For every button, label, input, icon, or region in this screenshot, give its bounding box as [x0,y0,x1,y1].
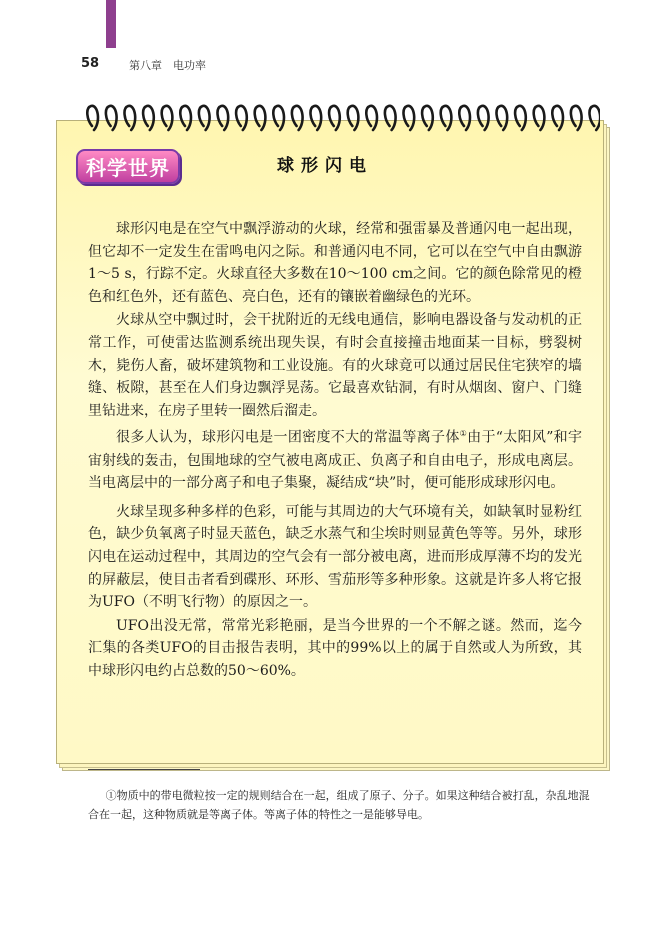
spiral-ring [478,106,489,130]
footnote-divider [88,769,200,770]
spiral-ring [589,106,600,130]
margin-tab [106,0,116,48]
science-world-badge: 科学世界 [76,149,180,184]
spiral-ring [255,106,266,130]
spiral-ring [236,106,247,130]
page-number: 58 [81,56,100,71]
footnote-marker: ① [459,429,468,439]
spiral-ring [199,106,210,130]
spiral-ring [459,106,470,130]
spiral-rings [80,100,600,140]
paragraph-3-lead: 很多人认为，球形闪电是一团密度不大的常温等离子体 [116,430,460,446]
spiral-ring [124,106,135,130]
spiral-ring [292,106,303,130]
spiral-ring [571,106,582,130]
paragraph-5: UFO出没无常，常常光彩艳丽，是当今世界的一个不解之谜。然而，迄今汇集的各类UFO的目击报告表明，其中的99%以上的属于自然或人为所致，其中球形闪电约占总数的50～60%。 [88,617,582,679]
spiral-ring [534,106,545,130]
paragraph-1: 球形闪电是在空气中飘浮游动的火球，经常和强雷暴及普通闪电一起出现，但它却不一定发生在雷鸣电闪之际。和普通闪电不同，它可以在空气中自由飘游1～5 s，行踪不定。火球直径大多数在10～100 cm之间。它的颜色除常见的橙色和红色外，还有蓝色、亮白色，还有的镶嵌着幽绿色的光环。 [88,221,582,305]
paragraph-2: 火球从空中飘过时，会干扰附近的无线电通信，影响电器设备与发动机的正常工作，可使雷达监测系统出现失误，有时会直接撞击地面某一目标，劈裂树木，毙伤人畜，破坏建筑物和工业设施。有的火球竟可以通过居民住宅狭窄的墙缝、板隙，甚至在人们身边飘浮晃荡。它最喜欢钻洞，有时从烟囱、窗户、门缝里钻进来，在房子里转一圈然后溜走。 [88,312,582,419]
spiral-ring [310,106,321,130]
spiral-ring [496,106,507,130]
spiral-ring [162,106,173,130]
spiral-ring [403,106,414,130]
paragraph-4: 火球呈现多种多样的色彩，可能与其周边的大气环境有关，如缺氧时显粉红色，缺少负氧离子时显天蓝色，缺乏水蒸气和尘埃时则显黄色等等。另外，球形闪电在运动过程中，其周边的空气会有一部分被电离，进而形成厚薄不均的发光的屏蔽层，使目击者看到碟形、环形、雪茄形等多种形象。这就是许多人将它报为UFO（不明飞行物）的原因之一。 [88,503,582,611]
article-title: 球形闪电 [277,156,373,176]
chapter-title: 第八章 电功率 [129,59,206,72]
spiral-ring [217,106,228,130]
spiral-ring [366,106,377,130]
paragraph-3-rest: 由于“太阳风”和宇宙射线的轰击，包围地球的空气被电离成正、负离子和自由电子，形成电离层。当电离层中的一部分离子和电子集聚，凝结成“块”时，便可能形成球形闪电。 [88,430,583,492]
spiral-ring [385,106,396,130]
spiral-ring [106,106,117,130]
paragraph-3 [88,423,582,494]
spiral-ring [515,106,526,130]
spiral-ring [441,106,452,130]
spiral-ring [87,106,98,130]
spiral-ring [348,106,359,130]
spiral-ring [329,106,340,130]
spiral-ring [180,106,191,130]
spiral-ring [552,106,563,130]
spiral-ring [143,106,154,130]
footnote: ①物质中的带电微粒按一定的规则结合在一起，组成了原子、分子。如果这种结合被打乱，杂乱地混合在一起，这种物质就是等离子体。等离子体的特性之一是能够导电。 [88,789,590,821]
spiral-ring [273,106,284,130]
spiral-ring [422,106,433,130]
article-body [88,218,582,683]
